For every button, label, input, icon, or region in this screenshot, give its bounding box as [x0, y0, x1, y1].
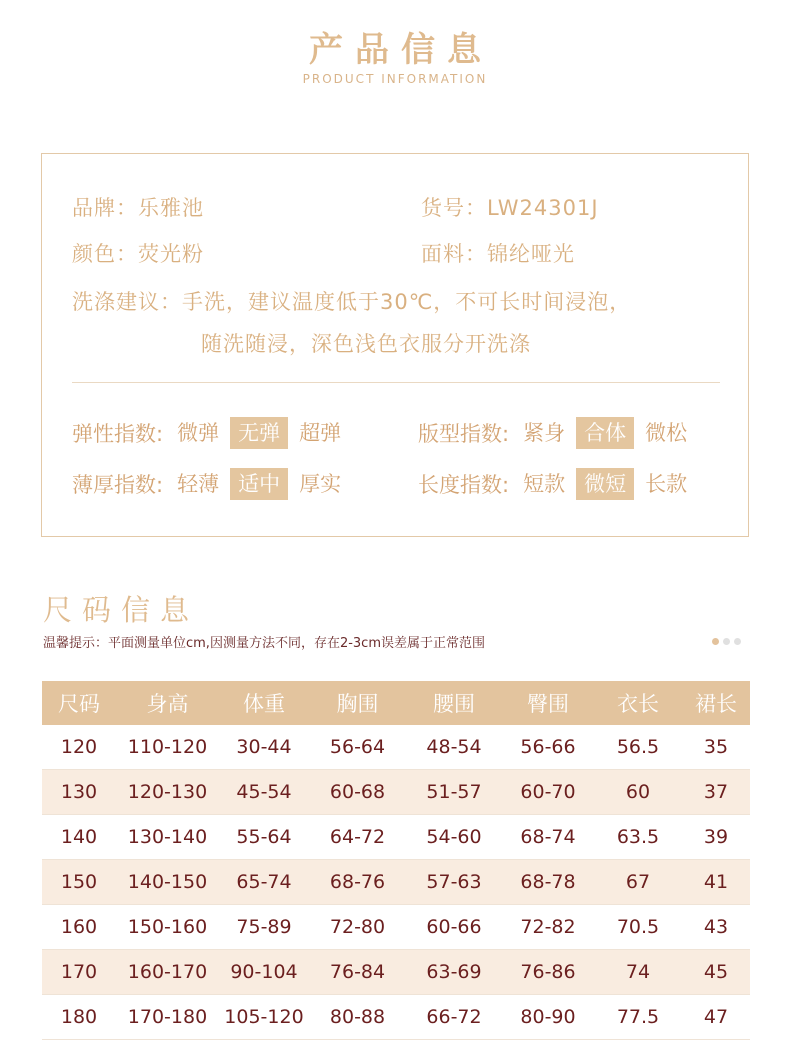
table-cell: 72-82	[502, 905, 594, 950]
size-table	[42, 681, 750, 1040]
thickness-index	[72, 468, 352, 500]
size-section-title: 尺码信息	[43, 593, 200, 627]
section-divider	[72, 382, 720, 383]
index-option: 长款	[645, 472, 688, 496]
wash-advice-line-2: 随洗随浸，深色浅色衣服分开洗涤	[201, 332, 531, 356]
index-option-selected: 微短	[576, 468, 634, 500]
table-cell: 170-180	[116, 995, 219, 1040]
table-cell: 80-88	[309, 995, 406, 1040]
index-option: 微弹	[177, 421, 220, 445]
fabric-line: 面料：锦纶哑光	[421, 242, 575, 266]
index-option-selected: 适中	[230, 468, 288, 500]
index-label: 薄厚指数:	[72, 473, 164, 497]
index-option: 紧身	[523, 421, 566, 445]
table-cell: 54-60	[406, 815, 502, 860]
table-header-row	[42, 681, 750, 725]
header-skirt-length: 裙长	[682, 681, 750, 725]
index-option: 短款	[523, 472, 566, 496]
header-top-length: 衣长	[594, 681, 682, 725]
index-label: 弹性指数:	[72, 422, 164, 446]
header-height: 身高	[116, 681, 219, 725]
table-cell: 76-86	[502, 950, 594, 995]
table-cell: 65-74	[219, 860, 309, 905]
table-cell: 68-74	[502, 815, 594, 860]
table-cell: 56.5	[594, 725, 682, 770]
table-cell: 90-104	[219, 950, 309, 995]
table-cell: 72-80	[309, 905, 406, 950]
table-cell: 110-120	[116, 725, 219, 770]
color-line: 颜色：荧光粉	[72, 242, 204, 266]
table-cell: 41	[682, 860, 750, 905]
table-cell: 51-57	[406, 770, 502, 815]
index-option-selected: 合体	[576, 417, 634, 449]
table-cell: 60-68	[309, 770, 406, 815]
table-cell: 56-66	[502, 725, 594, 770]
table-row	[42, 725, 750, 770]
carousel-dot	[734, 638, 741, 645]
table-cell: 140	[42, 815, 116, 860]
index-option-selected: 无弹	[230, 417, 288, 449]
carousel-dot	[723, 638, 730, 645]
table-cell: 57-63	[406, 860, 502, 905]
table-row	[42, 815, 750, 860]
table-cell: 67	[594, 860, 682, 905]
page-subtitle: PRODUCT INFORMATION	[302, 72, 488, 86]
table-cell: 39	[682, 815, 750, 860]
table-cell: 120	[42, 725, 116, 770]
header-chest: 胸围	[309, 681, 406, 725]
table-cell: 76-84	[309, 950, 406, 995]
table-cell: 66-72	[406, 995, 502, 1040]
page-title: 产品信息	[309, 30, 493, 70]
table-cell: 120-130	[116, 770, 219, 815]
brand-line: 品牌：乐雅池	[72, 196, 204, 220]
table-cell: 47	[682, 995, 750, 1040]
header-hip: 臀围	[502, 681, 594, 725]
table-cell: 68-78	[502, 860, 594, 905]
table-cell: 80-90	[502, 995, 594, 1040]
table-cell: 130	[42, 770, 116, 815]
table-cell: 130-140	[116, 815, 219, 860]
table-cell: 160-170	[116, 950, 219, 995]
header-size: 尺码	[42, 681, 116, 725]
table-cell: 180	[42, 995, 116, 1040]
table-cell: 35	[682, 725, 750, 770]
table-cell: 64-72	[309, 815, 406, 860]
product-info-box	[41, 153, 749, 537]
table-cell: 170	[42, 950, 116, 995]
table-cell: 55-64	[219, 815, 309, 860]
table-cell: 63-69	[406, 950, 502, 995]
table-row	[42, 905, 750, 950]
index-label: 版型指数:	[418, 422, 510, 446]
carousel-dot-active	[712, 638, 719, 645]
table-cell: 68-76	[309, 860, 406, 905]
length-index	[418, 468, 698, 500]
elasticity-index	[72, 417, 352, 449]
index-option: 厚实	[299, 472, 342, 496]
table-cell: 60	[594, 770, 682, 815]
table-row	[42, 995, 750, 1040]
table-cell: 45	[682, 950, 750, 995]
size-tip: 温馨提示：平面测量单位cm,因测量方法不同，存在2-3cm误差属于正常范围	[43, 636, 485, 651]
table-cell: 56-64	[309, 725, 406, 770]
table-row	[42, 770, 750, 815]
header-weight: 体重	[219, 681, 309, 725]
table-cell: 37	[682, 770, 750, 815]
table-row	[42, 860, 750, 905]
table-cell: 150-160	[116, 905, 219, 950]
table-cell: 77.5	[594, 995, 682, 1040]
table-cell: 30-44	[219, 725, 309, 770]
table-cell: 70.5	[594, 905, 682, 950]
table-cell: 105-120	[219, 995, 309, 1040]
table-cell: 60-70	[502, 770, 594, 815]
index-option: 轻薄	[177, 472, 220, 496]
table-cell: 63.5	[594, 815, 682, 860]
table-cell: 48-54	[406, 725, 502, 770]
header-waist: 腰围	[406, 681, 502, 725]
index-option: 超弹	[299, 421, 342, 445]
carousel-dots	[712, 638, 741, 645]
wash-advice-line-1: 洗涤建议：手洗，建议温度低于30℃，不可长时间浸泡，	[72, 290, 632, 314]
index-label: 长度指数:	[418, 473, 510, 497]
table-cell: 60-66	[406, 905, 502, 950]
table-cell: 160	[42, 905, 116, 950]
item-number-line: 货号：LW24301J	[421, 196, 599, 220]
index-option: 微松	[645, 421, 688, 445]
table-cell: 75-89	[219, 905, 309, 950]
table-cell: 140-150	[116, 860, 219, 905]
fit-index	[418, 417, 698, 449]
table-cell: 150	[42, 860, 116, 905]
table-cell: 45-54	[219, 770, 309, 815]
table-cell: 74	[594, 950, 682, 995]
table-cell: 43	[682, 905, 750, 950]
table-row	[42, 950, 750, 995]
